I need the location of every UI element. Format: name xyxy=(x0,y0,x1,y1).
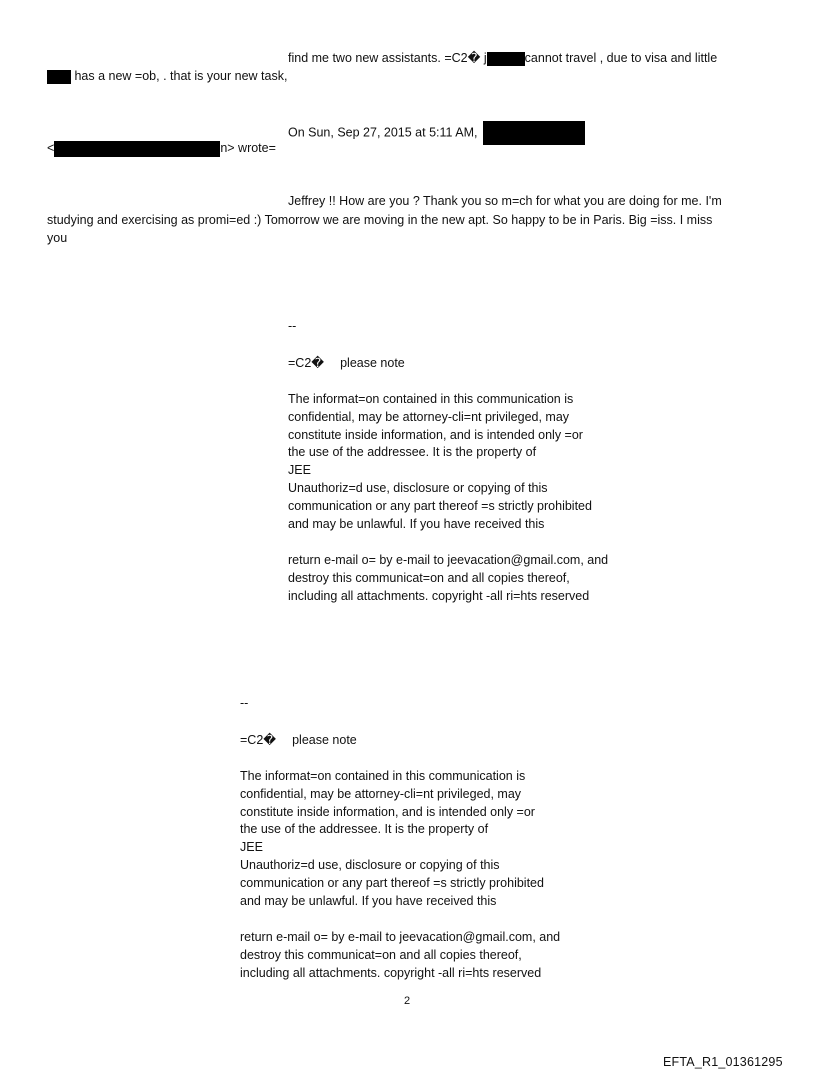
signature-separator: -- xyxy=(240,696,249,710)
quoted-message-line-2: studying and exercising as promi=ed :) Tomorrow we are moving in the new apt. So happy to be in Paris. Big =iss. I miss xyxy=(47,213,713,227)
disclaimer-line: communication or any part thereof =s strictly prohibited xyxy=(240,875,544,890)
disclaimer-line: the use of the addressee. It is the property of xyxy=(288,445,537,460)
disclaimer-line: return e-mail o= by e-mail to jeevacation@gmail.com, and xyxy=(240,930,561,944)
disclaimer-line: constitute inside information, and is intended only =or xyxy=(240,804,535,819)
signature-separator: -- xyxy=(288,319,297,333)
disclaimer-line: JEE xyxy=(288,463,311,478)
disclaimer-line: JEE xyxy=(240,840,263,855)
redaction-box xyxy=(47,70,71,84)
quoted-message-line-1: Jeffrey !! How are you ? Thank you so m=ch for what you are doing for me. I'm xyxy=(288,194,722,208)
disclaimer-line: the use of the addressee. It is the property of xyxy=(240,822,489,837)
note-code: =C2� xyxy=(288,356,325,370)
quoted-message-line-3: you xyxy=(47,231,68,245)
reply-line-2-text: has a new =ob, . that is your new task, xyxy=(71,69,288,83)
disclaimer-paragraph-2 xyxy=(240,929,560,982)
note-label: please note xyxy=(340,356,405,370)
wrote-line-prefix: < xyxy=(47,141,55,155)
reply-line-1-prefix: find me two new assistants. =C2� j xyxy=(288,51,487,65)
disclaimer-line: constitute inside information, and is intended only =or xyxy=(288,427,583,442)
disclaimer-line: and may be unlawful. If you have received this xyxy=(240,893,497,908)
disclaimer-line: confidential, may be attorney-cli=nt privileged, may xyxy=(288,409,570,424)
disclaimer-paragraph-1 xyxy=(240,768,544,910)
please-note-line xyxy=(288,355,405,371)
redaction-box xyxy=(483,121,585,145)
redaction-box xyxy=(487,52,525,66)
disclaimer-line: including all attachments. copyright -all ri=hts reserved xyxy=(240,965,542,980)
reply-line-2 xyxy=(47,68,287,84)
quote-header xyxy=(288,121,585,145)
disclaimer-line: return e-mail o= by e-mail to jeevacation@gmail.com, and xyxy=(288,553,609,567)
disclaimer-line: Unauthoriz=d use, disclosure or copying of this xyxy=(288,480,548,495)
disclaimer-line: communication or any part thereof =s strictly prohibited xyxy=(288,498,592,513)
disclaimer-line: The informat=on contained in this communication is xyxy=(240,769,526,783)
please-note-line xyxy=(240,732,357,748)
wrote-line-suffix: n> wrote= xyxy=(220,141,276,155)
note-label: please note xyxy=(292,733,357,747)
disclaimer-paragraph-2 xyxy=(288,552,608,605)
disclaimer-line: including all attachments. copyright -all ri=hts reserved xyxy=(288,588,590,603)
disclaimer-line: Unauthoriz=d use, disclosure or copying of this xyxy=(240,857,500,872)
disclaimer-paragraph-1 xyxy=(288,391,592,533)
disclaimer-line: The informat=on contained in this communication is xyxy=(288,392,574,406)
reply-line-1-suffix: cannot travel , due to visa and little xyxy=(524,51,718,65)
disclaimer-line: and may be unlawful. If you have received this xyxy=(288,516,545,531)
redaction-box xyxy=(54,141,220,157)
wrote-line xyxy=(47,140,276,157)
reply-line-1 xyxy=(288,50,717,66)
disclaimer-line: destroy this communicat=on and all copies thereof, xyxy=(288,570,570,585)
page-number: 2 xyxy=(404,995,411,1007)
note-code: =C2� xyxy=(240,733,277,747)
disclaimer-line: destroy this communicat=on and all copies thereof, xyxy=(240,947,522,962)
disclaimer-line: confidential, may be attorney-cli=nt privileged, may xyxy=(240,786,522,801)
bates-number: EFTA_R1_01361295 xyxy=(663,1055,783,1069)
quote-header-date: On Sun, Sep 27, 2015 at 5:11 AM, xyxy=(288,125,478,140)
